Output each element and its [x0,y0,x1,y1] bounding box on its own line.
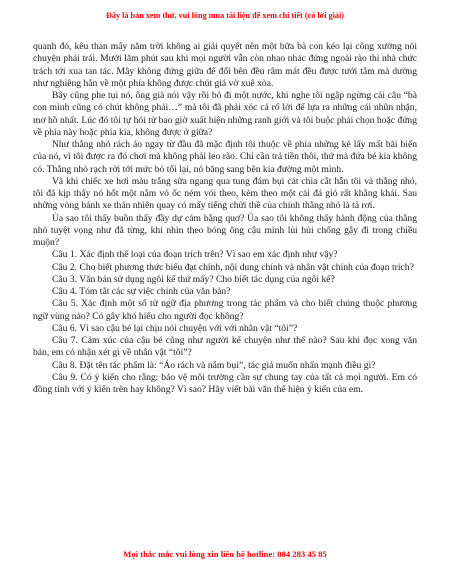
question-3: Câu 3. Văn bản sử dụng ngôi kể thứ mấy? Cho biết tác dụng của ngôi kể? [52,273,335,285]
question-1: Câu 1. Xác định thể loại của đoạn trích trên? Vì sao em xác định như vậy? [52,249,338,261]
passage-paragraph: Như thằng nhỏ rách áo ngay từ đầu đã mặc định tôi thuộc về phía những kẻ lấy mất bãi biển của nó, vì tôi được ra đó chơi mà không phải leo rào. Chỉ cần trả tiền thôi, thứ mà đứa bé kia không có. Thằng nhỏ rạch rời tới mức bỏ tối lại, nó băng sang bên kia đường một mình. [33,139,417,175]
question-4: Câu 4. Tóm tắt các sự việc chính của văn bản? [52,286,231,297]
question-6: Câu 6. Vì sao cậu bé lại chịu nói chuyện với với nhân vật “tôi”? [52,322,298,334]
passage-paragraph: Và khi chiếc xe hơi màu trắng sữa ngang qua tung đám bụi cát chìa cắt hẫn tôi và thằng nhỏ, tôi đã kịp thấy nó hốt một nắm vỏ ốc ném vói theo, kèm theo một cái đá gió rất khẳng khái. Sau những vòng bánh xe thản nhiên quay có mấy tiếng chửi thề của chính thằng nhỏ là tả rơi. [33,175,417,212]
question-5: Câu 5. Xác định một số từ ngữ địa phương trong tác phẩm và cho biết chúng thuộc phương ngữ vùng nào? Có gây khó hiểu cho người đọc không? [33,298,417,322]
question-2: Câu 2. Cho biết phương thức biểu đạt chính, nội dung chính và nhân vật chính của đoạn trích? [52,261,414,273]
preview-notice: Đây là bản xem thử, vui lòng mua tài liệu để xem chi tiết (có lời giải) [105,11,344,20]
hotline-footer: Mọi thắc mắc vui lòng xin liên hệ hotline: 084 283 45 85 [123,549,327,559]
document-body [33,41,417,396]
question-9: Câu 9. Có ý kiến cho rằng: bảo vệ môi trường cần sự chung tay của tất cả mọi người. Em có đồng tình với ý kiến trên hay không? Vì sao? Hãy viết bài văn thể hiện ý kiến của em. [33,371,417,395]
passage-paragraph: Bây cũng phe tụi nó, ông già nói vậy rồi bỏ đi một nước, khi nghe tôi ngập ngừng cái câu “bà con mình cũng có chút không phải…” mà tôi đã phải xóc cả rổ lời để lựa ra những cái nhũn nhặn, mơ hồ nhất. Lúc đó tôi tự hỏi từ bao giờ xuất hiện những ranh giới và tôi buộc phải chọn hoặc đứng về phía này hoặc phía kia, không được ở giữa? [33,90,417,138]
passage-paragraph: Ủa sao tôi thấy buồn thấy đầy dự cảm bằng quơ? Ủa sao tôi không thấy hành động của thằng nhỏ tuyệt vọng như đã từng, khi nhìn theo bóng ông cậu mình lủi hủi chống gậy đi trong chiều muộn? [33,212,417,248]
passage-paragraph: quanh đó, kêu than mấy năm trời không ai giải quyết nên một bữa bà con kéo lại công xưởng nói chuyện phải trái. Mười lăm phút sau khi mọi người vẫn còn nhao nhác đứng ngoài rào thì nhà chức trách tới xua tan tác. Mây không đứng giữa để đối bên đều râm mát đều được tưới tắm mà dường như nghiêng hẳn về một phía không được chút giá vờ xuê xòa. [33,41,417,89]
question-8: Câu 8. Đặt tên tác phẩm là: “Áo rách và nắm bụi”, tác giả muốn nhấn mạnh điều gì? [52,359,376,371]
question-7: Câu 7. Cảm xúc của cậu bé cũng như người kể chuyện như thế nào? Sau khi đọc xong văn bản, em có nhận xét gì về nhân vật “tôi”? [33,335,417,359]
